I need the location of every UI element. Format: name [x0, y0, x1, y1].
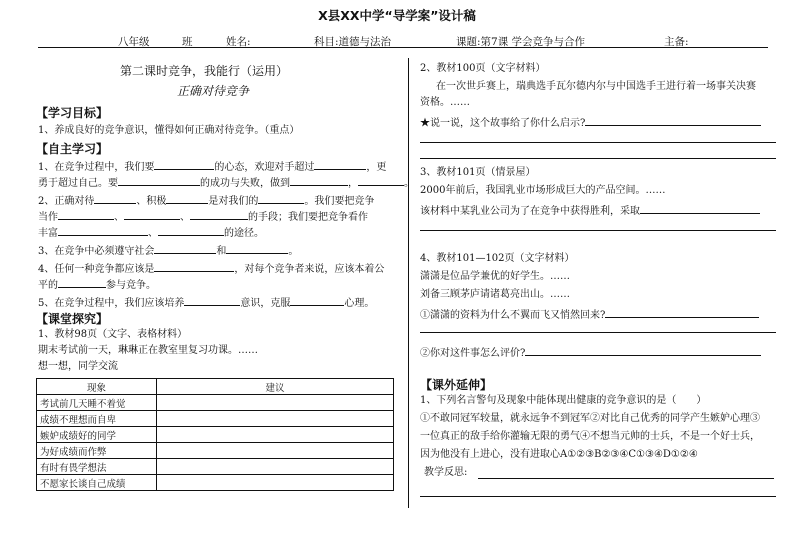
- table-header-phenomenon: 现象: [37, 379, 157, 395]
- material-2-text-1: 在一次世乒赛上，瑞典选手瓦尔德内尔与中国选手王进行着一场事关决赛: [436, 81, 756, 92]
- table-cell-suggestion[interactable]: [157, 443, 394, 459]
- teaching-reflection-label: 教学反思:: [424, 467, 468, 478]
- question-3: 3、在竞争中必须遵守社会 和 。: [38, 242, 298, 259]
- answer-line[interactable]: [420, 230, 776, 231]
- section-extension: 【课外延伸】: [420, 378, 493, 392]
- table-cell-phenomenon: 有时有畏学想法: [37, 459, 157, 475]
- table-row: [37, 427, 394, 443]
- material-3-title: 3、教材101页（情景屋）: [420, 167, 536, 178]
- extension-options-2: 一位真正的敌手给你灌输无限的勇气④不想当元帅的士兵，不是一个好士兵，: [420, 431, 760, 442]
- table-cell-phenomenon: 为好成绩而作弊: [37, 443, 157, 459]
- material-4-question-1: ①潇潇的资料为什么不翼而飞又悄然回来?: [420, 306, 759, 323]
- material-4-text-1: 潇潇是位品学兼优的好学生。……: [420, 271, 570, 282]
- lesson-title: 第二课时竞争，我能行（运用）: [120, 64, 289, 78]
- question-1-line2: 勇于超过自己。要 的成功与失败，做到 ， 。: [38, 174, 414, 191]
- material-4-text-2: 刘备三顾茅庐请诸葛亮出山。……: [420, 289, 570, 300]
- question-4-line2: 平的 参与竞争。: [38, 276, 156, 293]
- grade-label: 八年级: [118, 36, 150, 48]
- reflection-line[interactable]: [478, 478, 774, 479]
- question-4-line1: 4、任何一种竞争都应该是 ，对每个竞争者来说，应该本着公: [38, 260, 384, 277]
- extension-question: 1、下列名言警句及现象中能体现出健康的竞争意识的是（ ）: [420, 395, 707, 406]
- table-cell-phenomenon: 不愿家长谈自己成绩: [37, 475, 157, 491]
- name-label: 姓名:: [226, 36, 251, 48]
- table-row: [37, 411, 394, 427]
- question-1-line1: 1、在竞争过程中，我们要 的心态，欢迎对手超过 ，更: [38, 158, 386, 175]
- goal-1: 1、养成良好的竞争意识，懂得如何正确对待竞争。（重点）: [38, 125, 300, 136]
- table-row: [37, 443, 394, 459]
- extension-options-3: 因为他没有上进心，没有进取心A①②③B②③④C①③④D①②④: [420, 449, 698, 460]
- answer-line[interactable]: [420, 142, 776, 143]
- table-header-row: [37, 379, 394, 395]
- material-3-text-1: 2000年前后，我国乳业市场形成巨大的产品空间。……: [420, 185, 666, 196]
- material-4-question-2: ②你对这件事怎么评价?: [420, 344, 761, 361]
- section-class-inquiry: 【课堂探究】: [36, 312, 109, 326]
- material-2-title: 2、教材100页（文字材料）: [420, 63, 546, 74]
- table-cell-phenomenon: 考试前几天睡不着觉: [37, 395, 157, 411]
- material-2-question: ★说一说，这个故事给了你什么启示?: [420, 114, 761, 131]
- table-row: [37, 395, 394, 411]
- subject-label: 科目:道德与法治: [314, 36, 392, 48]
- material-1-text: 期末考试前一天，琳琳正在教室里复习功课。……: [38, 345, 258, 356]
- table-row: [37, 475, 394, 491]
- doc-title: X县XX中学“导学案”设计稿: [318, 8, 476, 23]
- lesson-label: 课题:第7课 学会竞争与合作: [456, 36, 586, 48]
- section-self-study: 【自主学习】: [36, 142, 109, 156]
- question-2-line1: 2、正确对待 、积极 是对我们的 。我们要把竞争: [38, 192, 374, 209]
- table-cell-phenomenon: 成绩不理想而自卑: [37, 411, 157, 427]
- material-4-title: 4、教材101—102页（文字材料）: [420, 253, 575, 264]
- answer-line[interactable]: [420, 158, 776, 159]
- material-1-title: 1、教材98页（文字、表格材料）: [38, 329, 188, 340]
- extension-options-1: ①不敢同冠军较量，就永远争不到冠军②对比自己优秀的同学产生嫉妒心理③: [420, 413, 760, 424]
- question-2-line2: 当作 、 、 的手段；我们要把竞争看作: [38, 208, 368, 225]
- column-divider: [408, 58, 409, 508]
- table-cell-suggestion[interactable]: [157, 411, 394, 427]
- table-cell-suggestion[interactable]: [157, 459, 394, 475]
- section-goals: 【学习目标】: [36, 106, 109, 120]
- question-5: 5、在竞争过程中，我们应该培养 意识，克服 心理。: [38, 294, 374, 311]
- table-cell-suggestion[interactable]: [157, 475, 394, 491]
- preparer-label: 主备:: [664, 36, 689, 48]
- table-header-suggestion: 建议: [157, 379, 394, 395]
- reflection-line[interactable]: [420, 496, 776, 497]
- material-2-text-2: 资格。……: [420, 97, 470, 108]
- table-cell-suggestion[interactable]: [157, 427, 394, 443]
- table-row: [37, 459, 394, 475]
- table-cell-suggestion[interactable]: [157, 395, 394, 411]
- phenomenon-table: [36, 378, 394, 491]
- lesson-subtitle: 正确对待竞争: [177, 84, 250, 98]
- answer-line[interactable]: [420, 332, 776, 333]
- header-divider: [38, 47, 768, 48]
- class-label: 班: [182, 36, 193, 48]
- material-3-text-2: 该材料中某乳业公司为了在竞争中获得胜利，采取: [420, 202, 760, 219]
- question-2-line3: 丰富 、 的途径。: [38, 224, 264, 241]
- table-cell-phenomenon: 嫉妒成绩好的同学: [37, 427, 157, 443]
- material-1-prompt: 想一想，同学交流: [38, 361, 118, 372]
